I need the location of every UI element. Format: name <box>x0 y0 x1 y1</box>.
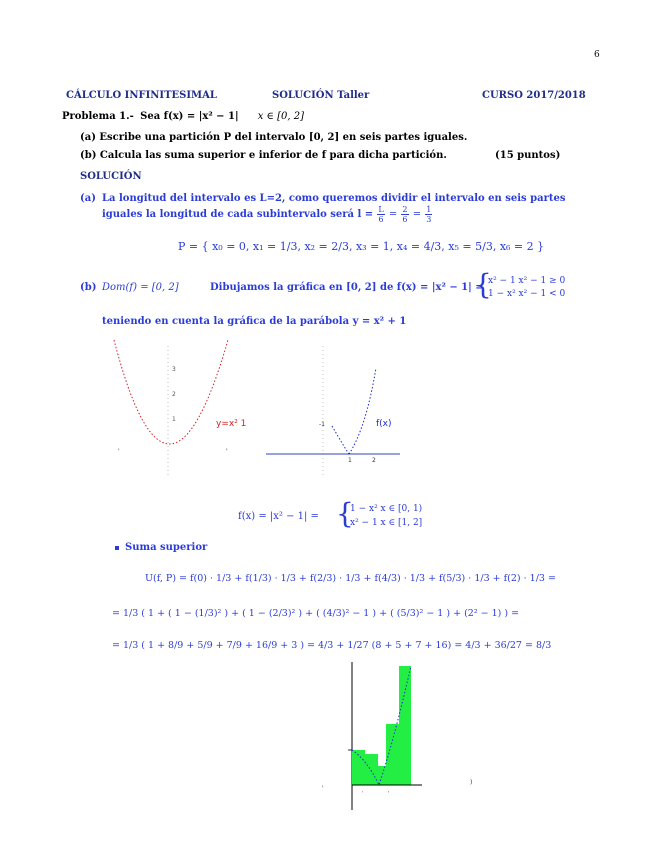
piece1: 1 − x² x ∈ [0, 1) <box>350 504 423 514</box>
suma-superior-label: Suma superior <box>125 542 208 553</box>
b-label: (b) <box>80 282 97 293</box>
left-graph-label: y=x² 1 <box>216 419 247 429</box>
f-right-branch <box>349 368 376 454</box>
part-a-question: (a) Escribe una partición P del intervalo [0, 2] en seis partes iguales. <box>80 132 468 143</box>
right-tick-neg1: -1 <box>319 421 325 428</box>
part-b-question: (b) Calcula las suma superior e inferior de f para dicha partición. <box>80 150 447 161</box>
header-year: CURSO 2017/2018 <box>482 90 586 101</box>
a-line2-wrap: iguales la longitud de cada subintervalo será l = $\frac{L}{6}$ = $\frac{2}{6}$ = $\frac{1}{3}$ <box>102 205 432 224</box>
piece-brace: { <box>336 497 354 530</box>
suma-superior-item <box>115 542 207 553</box>
upper-tick-a: ' <box>362 791 364 797</box>
upper-sum-graph <box>322 660 482 810</box>
page-number: 6 <box>594 50 600 60</box>
left-x-mark-a: ' <box>118 448 120 455</box>
right-graph-label: f(x) <box>376 419 392 429</box>
left-tick-1: 1 <box>172 416 176 423</box>
upper-tick-b: ' <box>388 791 390 797</box>
right-graph <box>266 346 400 478</box>
bar-4 <box>386 758 399 785</box>
left-tick-3: 3 <box>172 366 176 373</box>
partition: P = { x₀ = 0, x₁ = 1/3, x₂ = 2/3, x₃ = 1, x₄ = 4/3, x₅ = 5/3, x₆ = 2 } <box>178 240 545 253</box>
bar-5 <box>399 666 411 785</box>
header-doc: SOLUCIÓN Taller <box>272 90 370 101</box>
bullet-icon <box>115 546 119 550</box>
b-case1: x² − 1 x² − 1 ≥ 0 <box>488 276 566 286</box>
piece2: x² − 1 x ∈ [1, 2] <box>350 518 423 528</box>
left-x-mark-b: ' <box>226 448 228 455</box>
U-line1: U(f, P) = f(0) · 1/3 + f(1/3) · 1/3 + f(2/3) · 1/3 + f(4/3) · 1/3 + f(5/3) · 1/3 + f(2) · 1/3 = <box>145 573 556 584</box>
bar-3 <box>378 766 386 785</box>
b-brace: { <box>474 268 492 301</box>
parabola-graphs <box>108 338 408 478</box>
b-text: Dibujamos la gráfica en [0, 2] de f(x) = |x² − 1| = <box>210 282 484 293</box>
a-line1: La longitud del intervalo es L=2, como queremos dividir el intervalo en seis partes <box>102 193 566 204</box>
red-parabola <box>114 340 228 444</box>
problem-label: Problema 1.- <box>62 111 134 122</box>
left-graph <box>114 340 246 478</box>
piece-lhs: f(x) = |x² − 1| = <box>238 511 319 522</box>
U-line2: = 1/3 ( 1 + ( 1 − (1/3)² ) + ( 1 − (2/3)² ) + ( (4/3)² − 1 ) + ( (5/3)² − 1 ) + (2² − 1) ) = <box>112 608 520 619</box>
b-note: teniendo en cuenta la gráfica de la parábola y = x² + 1 <box>102 316 407 327</box>
left-tick-2: 2 <box>172 391 176 398</box>
problem-line <box>62 111 304 122</box>
a-line2: iguales la longitud de cada subintervalo será l = <box>102 209 374 220</box>
b-case2: 1 − x² x² − 1 < 0 <box>488 289 566 299</box>
f-left-branch <box>332 426 349 454</box>
bar-2 <box>365 754 378 785</box>
b-dom: Dom(f) = [0, 2] <box>102 282 179 293</box>
upper-mark-right: ) <box>470 779 473 786</box>
solution-title: SOLUCIÓN <box>80 171 142 182</box>
problem-domain: x ∈ [0, 2] <box>257 111 305 122</box>
right-tick-2: 2 <box>372 457 376 464</box>
points: (15 puntos) <box>495 150 561 161</box>
U-line3: = 1/3 ( 1 + 8/9 + 5/9 + 7/9 + 16/9 + 3 ) = 4/3 + 1/27 (8 + 5 + 7 + 16) = 4/3 + 36/27 = 8/3 <box>112 640 552 651</box>
header-course: CÁLCULO INFINITESIMAL <box>66 90 217 101</box>
a-label: (a) <box>80 193 96 204</box>
right-tick-1: 1 <box>348 457 352 464</box>
problem-statement: Sea f(x) = |x² − 1| <box>140 111 239 122</box>
upper-mark-left: ' <box>322 785 324 792</box>
